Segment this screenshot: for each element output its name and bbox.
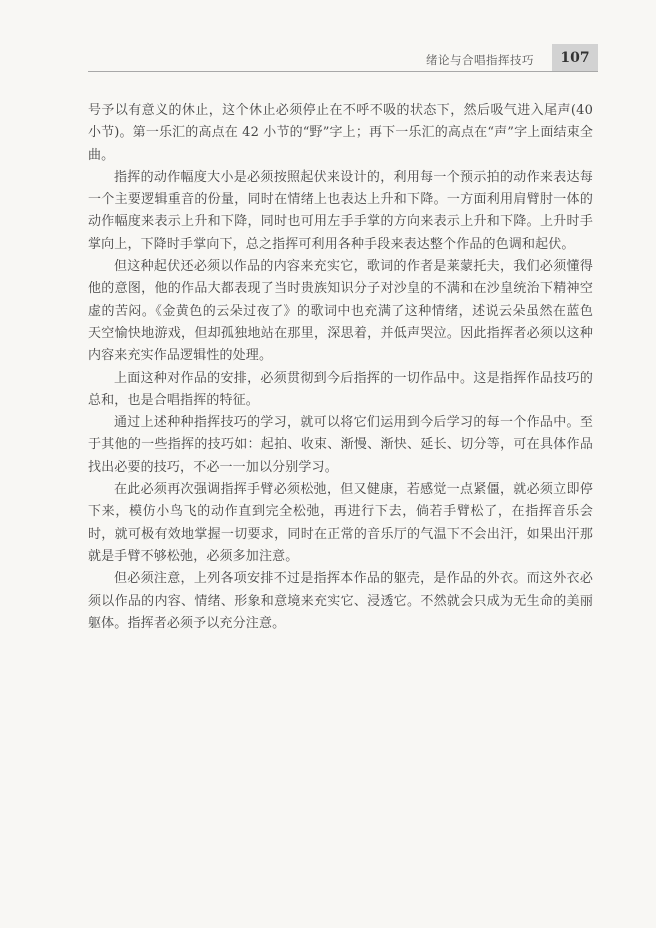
paragraph: 指挥的动作幅度大小是必须按照起伏来设计的，利用每一个预示拍的动作来表达每一个主要逻辑重音的份量，同时在情绪上也表达上升和下降。一方面利用肩臂肘一体的动作幅度来表示上升和下降，同时也可用左手手掌的方向来表示上升和下降。上升时手掌向上，下降时手掌向下，总之指挥可利用各种手段来表达整个作品的色调和起伏。 [88, 169, 593, 252]
page-number-box [552, 44, 598, 72]
paragraph: 但必须注意，上列各项安排不过是指挥本作品的躯壳，是作品的外衣。而这外衣必须以作品的内容、情绪、形象和意境来充实它、浸透它。不然就会只成为无生命的美丽躯体。指挥者必须予以充分注意。 [88, 571, 593, 631]
page-number: 107 [560, 50, 590, 66]
running-header-title: 绪论与合唱指挥技巧 [426, 53, 534, 67]
header-rule [88, 71, 598, 72]
paragraph: 上面这种对作品的安排，必须贯彻到今后指挥的一切作品中。这是指挥作品技巧的总和，也是合唱指挥的特征。 [88, 370, 593, 408]
paragraph: 在此必须再次强调指挥手臂必须松弛，但又健康，若感觉一点紧僵，就必须立即停下来，模仿小鸟飞的动作直到完全松弛，再进行下去，倘若手臂松了，在指挥音乐会时，就可极有效地掌握一切要求，同时在正常的音乐厅的气温下不会出汗，如果出汗那就是手臂不够松弛，必须多加注意。 [88, 482, 593, 564]
body-text [88, 100, 593, 635]
paragraph: 通过上述种种指挥技巧的学习，就可以将它们运用到今后学习的每一个作品中。至于其他的一些指挥的技巧如：起拍、收束、渐慢、渐快、延长、切分等，可在具体作品找出必要的技巧，不必一一加以分别学习。 [88, 415, 593, 475]
paragraph-continued: 号予以有意义的休止，这个休止必须停止在不呼不吸的状态下，然后吸气进入尾声(40 小节)。第一乐汇的高点在 42 小节的“野”字上；再下一乐汇的高点在“声”字上面结束全曲。 [88, 103, 593, 163]
paragraph: 但这种起伏还必须以作品的内容来充实它，歌词的作者是莱蒙托夫，我们必须懂得他的意图，他的作品大都表现了当时贵族知识分子对沙皇的不满和在沙皇统治下精神空虚的苦闷。《金黄色的云朵过夜了》的歌词中也充满了这种情绪，述说云朵虽然在蓝色天空愉快地游戏，但却孤独地站在那里，深思着，并低声哭泣。因此指挥者必须以这种内容来充实作品逻辑性的处理。 [88, 259, 593, 364]
running-header [88, 44, 598, 74]
